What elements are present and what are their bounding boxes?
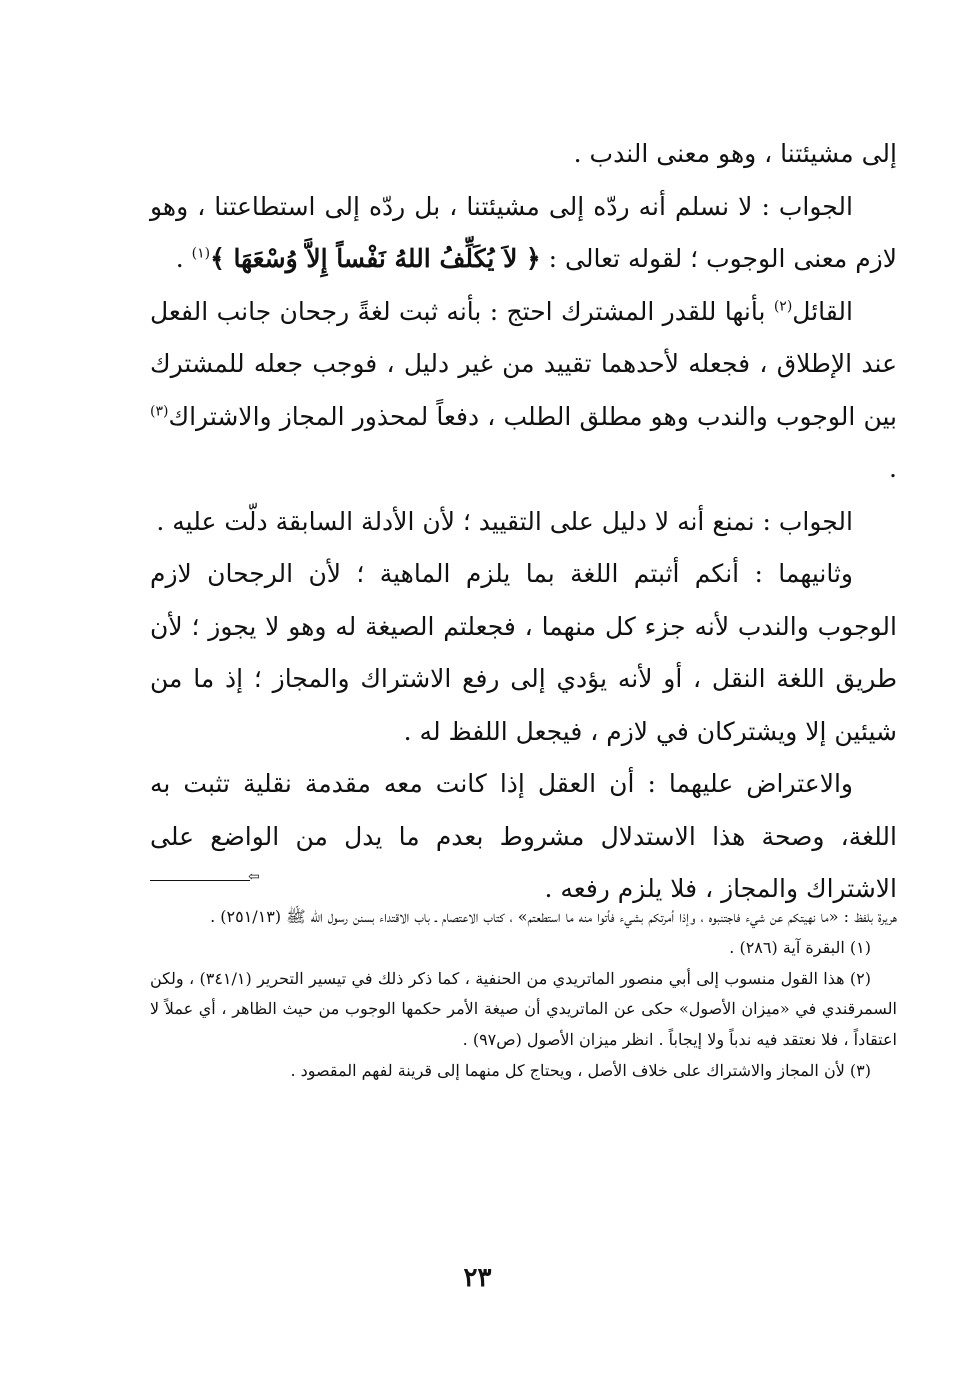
paragraph — [150, 286, 897, 496]
paragraph: الجواب : نمنع أنه لا دليل على التقييد ؛ لأن الأدلة السابقة دلّت عليه . — [156, 506, 853, 536]
paragraph-text-end: . — [889, 454, 897, 483]
footnote: (٣) لأن المجاز والاشتراك على خلاف الأصل ، ويحتاج كل منهما إلى قرينة لفهم المقصود . — [290, 1060, 871, 1080]
footnote-ref: (٣) — [150, 403, 169, 420]
paragraph-text: القائل — [792, 296, 853, 326]
footnote-ref: (٢) — [773, 298, 793, 315]
quran-verse: ﴿ لاَ يُكَلِّفُ اللهُ نَفْساً إِلاَّ وُسْعَهَا ﴾ — [210, 244, 541, 273]
main-text — [150, 128, 897, 916]
footnotes — [150, 902, 897, 1087]
footnote-ref: (١) — [191, 245, 211, 262]
paragraph: إلى مشيئتنا ، وهو معنى الندب . — [573, 139, 897, 168]
paragraph: والاعتراض عليهما : أن العقل إذا كانت معه مقدمة نقلية تثبت به اللغة، وصحة هذا الاستدلال مشروط بعدم ما يدل من الواضع على الاشتراك والمجاز ، فلا يلزم رفعه . — [150, 769, 897, 903]
footnote-separator — [150, 880, 250, 881]
arrow-icon: ⇦ — [248, 869, 260, 885]
paragraph — [150, 181, 897, 286]
footnote: (٢) هذا القول منسوب إلى أبي منصور الماتريدي من الحنفية ، كما ذكر ذلك في تيسير التحرير (٣٤١/١) ، ولكن السمرقندي في «ميزان الأصول» حكى عن الماتريدي أن صيغة الأمر حكمها الوجوب من حيث الظاهر ، أي عملاً لا اعتقاداً ، فلا نعتقد فيه ندباً ولا إيجاباً . انظر ميزان الأصول (ص٩٧) . — [150, 968, 898, 1050]
paragraph-text-end: . — [175, 244, 192, 273]
footnote: (١) البقرة آية (٢٨٦) . — [729, 937, 871, 957]
paragraph-text-cont: بأنها للقدر المشترك احتج : بأنه ثبت لغةً رجحان جانب الفعل عند الإطلاق ، فجعله لأحدهما تقييد من غير دليل ، فوجب جعله للمشترك بين الوجوب والندب وهو مطلق الطلب ، دفعاً لمحذور المجاز والاشتراك — [150, 296, 897, 431]
paragraph: وثانيهما : أنكم أثبتم اللغة بما يلزم الماهية ؛ لأن الرجحان لازم الوجوب والندب لأنه جزء كل منهما ، فجعلتم الصيغة له وهو لا يجوز ؛ لأن طريق اللغة النقل ، أو لأنه يؤدي إلى رفع الاشتراك والمجاز ؛ إذ ما من شيئين إلا ويشتركان في لازم ، فيجعل اللفظ له . — [150, 559, 897, 746]
paragraph-text: الجواب : لا نسلم أنه ردّه إلى مشيئتنا ، بل ردّه إلى استطاعتنا ، وهو لازم معنى الوجوب ؛ لقوله تعالى : — [150, 191, 897, 273]
page-number: ٢٣ — [463, 1263, 492, 1293]
footnote-continued: هريرة بلفظ : «ما نهيتكم عن شيء فاجتنبوه ، وإذا أمرتكم بشيء فأتوا منه ما استطعتم» ، كتاب الاعتصام ـ باب الاقتداء بسنن رسول الله ﷺ (٢٥١/١٣) . — [210, 907, 897, 926]
